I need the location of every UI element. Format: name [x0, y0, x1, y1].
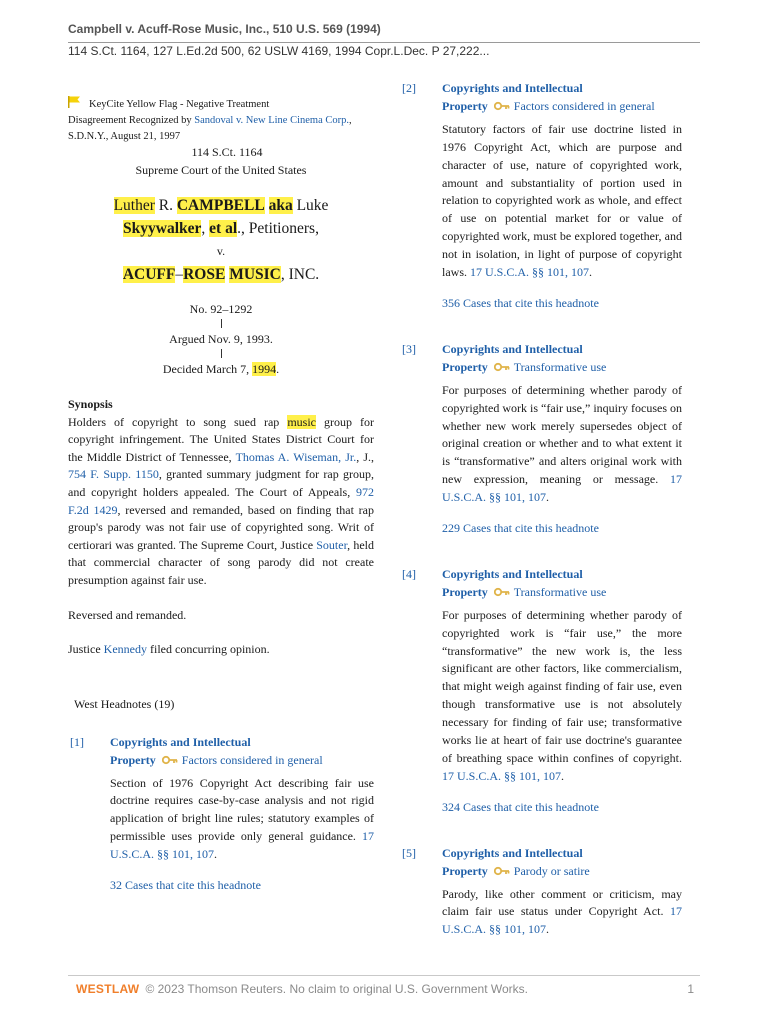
west-headnotes-heading: West Headnotes (19): [74, 696, 175, 711]
f2d-citation-link[interactable]: 972 F.2d 1429: [68, 484, 374, 517]
synopsis-highlight: music: [287, 414, 316, 429]
party-highlight: ROSE: [183, 266, 226, 283]
concur-suffix: filed concurring opinion.: [147, 642, 270, 657]
statute-link[interactable]: 17 U.S.C.A. §§ 101, 107: [442, 904, 682, 937]
decided-suffix: .: [276, 362, 280, 376]
headnote: [400, 566, 682, 817]
synopsis-text: , held that commercial character of song parody did not create presumption against fair use.: [68, 537, 374, 587]
headnote-topic-cont[interactable]: Property: [442, 98, 488, 113]
headnote-text: Statutory factors of fair use doctrine listed in 1976 Copyright Act, which are purpose and character of use, nature of copyrighted work, amount and substantiality of portion used in relation to copyrighted work as whole, and effect of use on potential market for or value of copyrighted work, must be explored together, and not in isolation, in light of purpose of copyright laws.: [442, 121, 682, 280]
headnote: [400, 80, 682, 313]
headnote-body: For purposes of determining whether parody of copyrighted work is “fair use,” inquiry focuses on whether new work merely supersedes object of original creation or whether and to what extent it is “transformative” and alters original work with new expression, meaning or message. 17 U.S.C.A. §§ 101, 107.: [442, 382, 682, 505]
headnote-text: Parody, like other comment or criticism, may claim fair use status under Copyright Act.: [442, 886, 682, 919]
statute-link[interactable]: 17 U.S.C.A. §§ 101, 107: [470, 265, 590, 280]
party-highlight: Luther: [113, 197, 155, 214]
page-number: 1: [687, 982, 694, 996]
souter-link[interactable]: Souter: [316, 537, 348, 552]
headnote-number[interactable]: [3]: [402, 341, 416, 356]
headnote-body: Statutory factors of fair use doctrine listed in 1976 Copyright Act, which are purpose and character of use, nature of copyrighted work, amount and substantiality of portion used in relation to copyrighted work as whole, and effect of use on potential market for or value of copyrighted work, must be explored together, and not in isolation, in light of purpose of copyright laws. 17 U.S.C.A. §§ 101, 107.: [442, 121, 682, 280]
concurrence-note: [68, 641, 374, 659]
keycite-notice: [68, 96, 374, 145]
key-icon: [494, 362, 510, 372]
concur-prefix: Justice: [68, 642, 104, 657]
citing-cases-link[interactable]: 229 Cases that cite this headnote: [442, 521, 599, 536]
header-divider: [68, 42, 700, 43]
key-icon: [494, 587, 510, 597]
headnote-body: For purposes of determining whether parody of copyrighted work is “fair use,” the more “transformative” the new work is, the less significant are other factors, like commercialism, that might weigh against finding of fair use, even though transformative use is not absolutely necessary for finding of fair use; transformative works lie at heart of fair use doctrine's guarantee of breathing space within confines of copyright. 17 U.S.C.A. §§ 101, 107.: [442, 607, 682, 783]
reporter-cite: 114 S.Ct. 1164: [191, 145, 263, 159]
party-highlight: et al: [209, 220, 238, 237]
judge-link[interactable]: Thomas A. Wiseman, Jr.: [235, 449, 357, 464]
headnote: [400, 341, 682, 538]
footer: [76, 982, 528, 996]
headnote-topic-cont[interactable]: Property: [110, 752, 156, 767]
citing-cases-link[interactable]: 356 Cases that cite this headnote: [442, 295, 599, 310]
headnote-subtopic[interactable]: Factors considered in general: [513, 98, 655, 113]
party-text: R.: [154, 197, 177, 214]
headnote-topic[interactable]: Copyrights and Intellectual: [442, 341, 583, 356]
yellow-flag-icon: [68, 96, 81, 108]
decided-prefix: Decided March 7,: [162, 362, 253, 376]
headnote-topic[interactable]: Copyrights and Intellectual: [110, 734, 251, 749]
petitioner-line-1: [68, 194, 374, 217]
westlaw-logo: WESTLAW: [76, 982, 140, 996]
keycite-case-link[interactable]: Sandoval v. New Line Cinema Corp.: [194, 115, 349, 126]
kennedy-link[interactable]: Kennedy: [103, 642, 147, 657]
headnote-topic[interactable]: Copyrights and Intellectual: [442, 845, 583, 860]
headnote-topic[interactable]: Copyrights and Intellectual: [442, 81, 583, 95]
party-text: ,: [201, 220, 210, 237]
citing-cases-link[interactable]: 324 Cases that cite this headnote: [442, 799, 599, 814]
right-column: [400, 80, 682, 939]
party-text: –: [175, 266, 184, 283]
versus: v.: [216, 244, 226, 258]
party-highlight: aka: [268, 197, 293, 214]
key-icon: [494, 101, 510, 111]
key-icon: [494, 866, 510, 876]
headnote-topic-cont[interactable]: Property: [442, 863, 488, 878]
headnote-subtopic[interactable]: Transformative use: [513, 584, 607, 599]
headnote-body: Section of 1976 Copyright Act describing fair use doctrine requires case-by-case analysis and not rigid application of bright line rules; statutory examples of permissible uses provide only general guidance. 17 U.S.C.A. §§ 101, 107.: [110, 775, 374, 862]
synopsis-text: group for copyright infringement. The United States District Court for the Middle District of Tennessee,: [68, 414, 374, 464]
separator-bar: [221, 349, 222, 358]
synopsis-label: Synopsis: [68, 397, 113, 411]
statute-link[interactable]: 17 U.S.C.A. §§ 101, 107: [110, 829, 374, 862]
document-title: Campbell v. Acuff-Rose Music, Inc., 510 U.S. 569 (1994): [68, 22, 381, 36]
left-column: [68, 96, 374, 895]
headnote-subtopic[interactable]: Parody or satire: [513, 863, 590, 878]
headnote-number[interactable]: [2]: [402, 81, 416, 95]
headnote-text: For purposes of determining whether parody of copyrighted work is “fair use,” the more “transformative” the new work is, the less significant are other factors, like commercialism, that might weigh against finding of fair use, even though transformative use is not absolutely necessary for finding of fair use; transformative works lie at heart of fair use doctrine's guarantee of breathing space within confines of copyright.: [442, 607, 682, 765]
disposition: Reversed and remanded.: [68, 607, 187, 622]
party-text: Luke: [292, 197, 329, 214]
headnote-topic-cont[interactable]: Property: [442, 584, 488, 599]
synopsis-text: , granted summary judgment for rap group, and copyright holders appealed. The Court of Appeals,: [68, 467, 375, 499]
statute-link[interactable]: 17 U.S.C.A. §§ 101, 107: [442, 768, 562, 783]
court-name: Supreme Court of the United States: [135, 163, 307, 177]
argued-date: Argued Nov. 9, 1993.: [169, 332, 273, 346]
decided-year: 1994: [252, 362, 277, 376]
synopsis-text: , J.,: [356, 449, 374, 464]
headnote-topic[interactable]: Copyrights and Intellectual: [442, 566, 583, 581]
citing-cases-link[interactable]: 32 Cases that cite this headnote: [110, 878, 261, 893]
party-text: , INC.: [280, 266, 320, 283]
docket-block: [68, 300, 374, 378]
decided-date: [68, 360, 374, 378]
party-text: ., Petitioners,: [237, 220, 319, 237]
party-highlight: Skyywalker: [123, 220, 202, 237]
key-icon: [162, 755, 178, 765]
fsupp-citation-link[interactable]: 754 F. Supp. 1150: [68, 467, 159, 482]
headnote-number[interactable]: [4]: [402, 566, 416, 581]
headnote: [68, 734, 374, 895]
respondent-line: [68, 263, 374, 286]
party-highlight: ACUFF: [122, 266, 176, 283]
headnote: [400, 845, 682, 940]
case-parties: [68, 194, 374, 286]
headnote-subtopic[interactable]: Factors considered in general: [181, 752, 323, 767]
copyright-notice: © 2023 Thomson Reuters. No claim to original U.S. Government Works.: [145, 982, 528, 996]
headnote-topic-cont[interactable]: Property: [442, 359, 488, 374]
separator-bar: [221, 319, 222, 328]
synopsis: [68, 396, 374, 590]
headnote-subtopic[interactable]: Transformative use: [513, 359, 607, 374]
headnote-text: For purposes of determining whether parody of copyrighted work is “fair use,” inquiry focuses on whether new work merely supersedes object of original creation or whether and to what extent it is “transformative” and alters original work with new expression, meaning or message.: [442, 382, 682, 487]
headnote-number[interactable]: [5]: [402, 845, 416, 860]
synopsis-text: , reversed and remanded, based on finding that rap group's parody was not fair use of copyrighted song. Writ of certiorari was granted. The Supreme Court, Justice: [68, 502, 375, 552]
statute-link[interactable]: 17 U.S.C.A. §§ 101, 107: [442, 472, 682, 505]
keycite-suffix: , S.D.N.Y., August 21, 1997: [68, 115, 352, 142]
headnote-number[interactable]: [1]: [70, 734, 84, 749]
petitioner-line-2: [68, 217, 374, 240]
party-highlight: MUSIC: [229, 266, 281, 283]
synopsis-text: Holders of copyright to song sued rap: [68, 414, 288, 429]
party-text: [265, 197, 269, 214]
party-highlight: CAMPBELL: [176, 197, 265, 214]
keycite-prefix: Disagreement Recognized by: [68, 115, 192, 126]
headnote-body: Parody, like other comment or criticism, may claim fair use status under Copyright Act. 17 U.S.C.A. §§ 101, 107.: [442, 886, 682, 937]
headnote-text: Section of 1976 Copyright Act describing fair use doctrine requires case-by-case analysis and not rigid application of bright line rules; statutory examples of permissible uses provide only general guidance.: [110, 775, 374, 844]
footer-divider: [68, 975, 700, 976]
docket-number: No. 92–1292: [189, 302, 253, 316]
keycite-flag-label: KeyCite Yellow Flag - Negative Treatment: [89, 99, 270, 110]
citation-line: 114 S.Ct. 1164, 127 L.Ed.2d 500, 62 USLW 4169, 1994 Copr.L.Dec. P 27,222...: [68, 44, 490, 58]
